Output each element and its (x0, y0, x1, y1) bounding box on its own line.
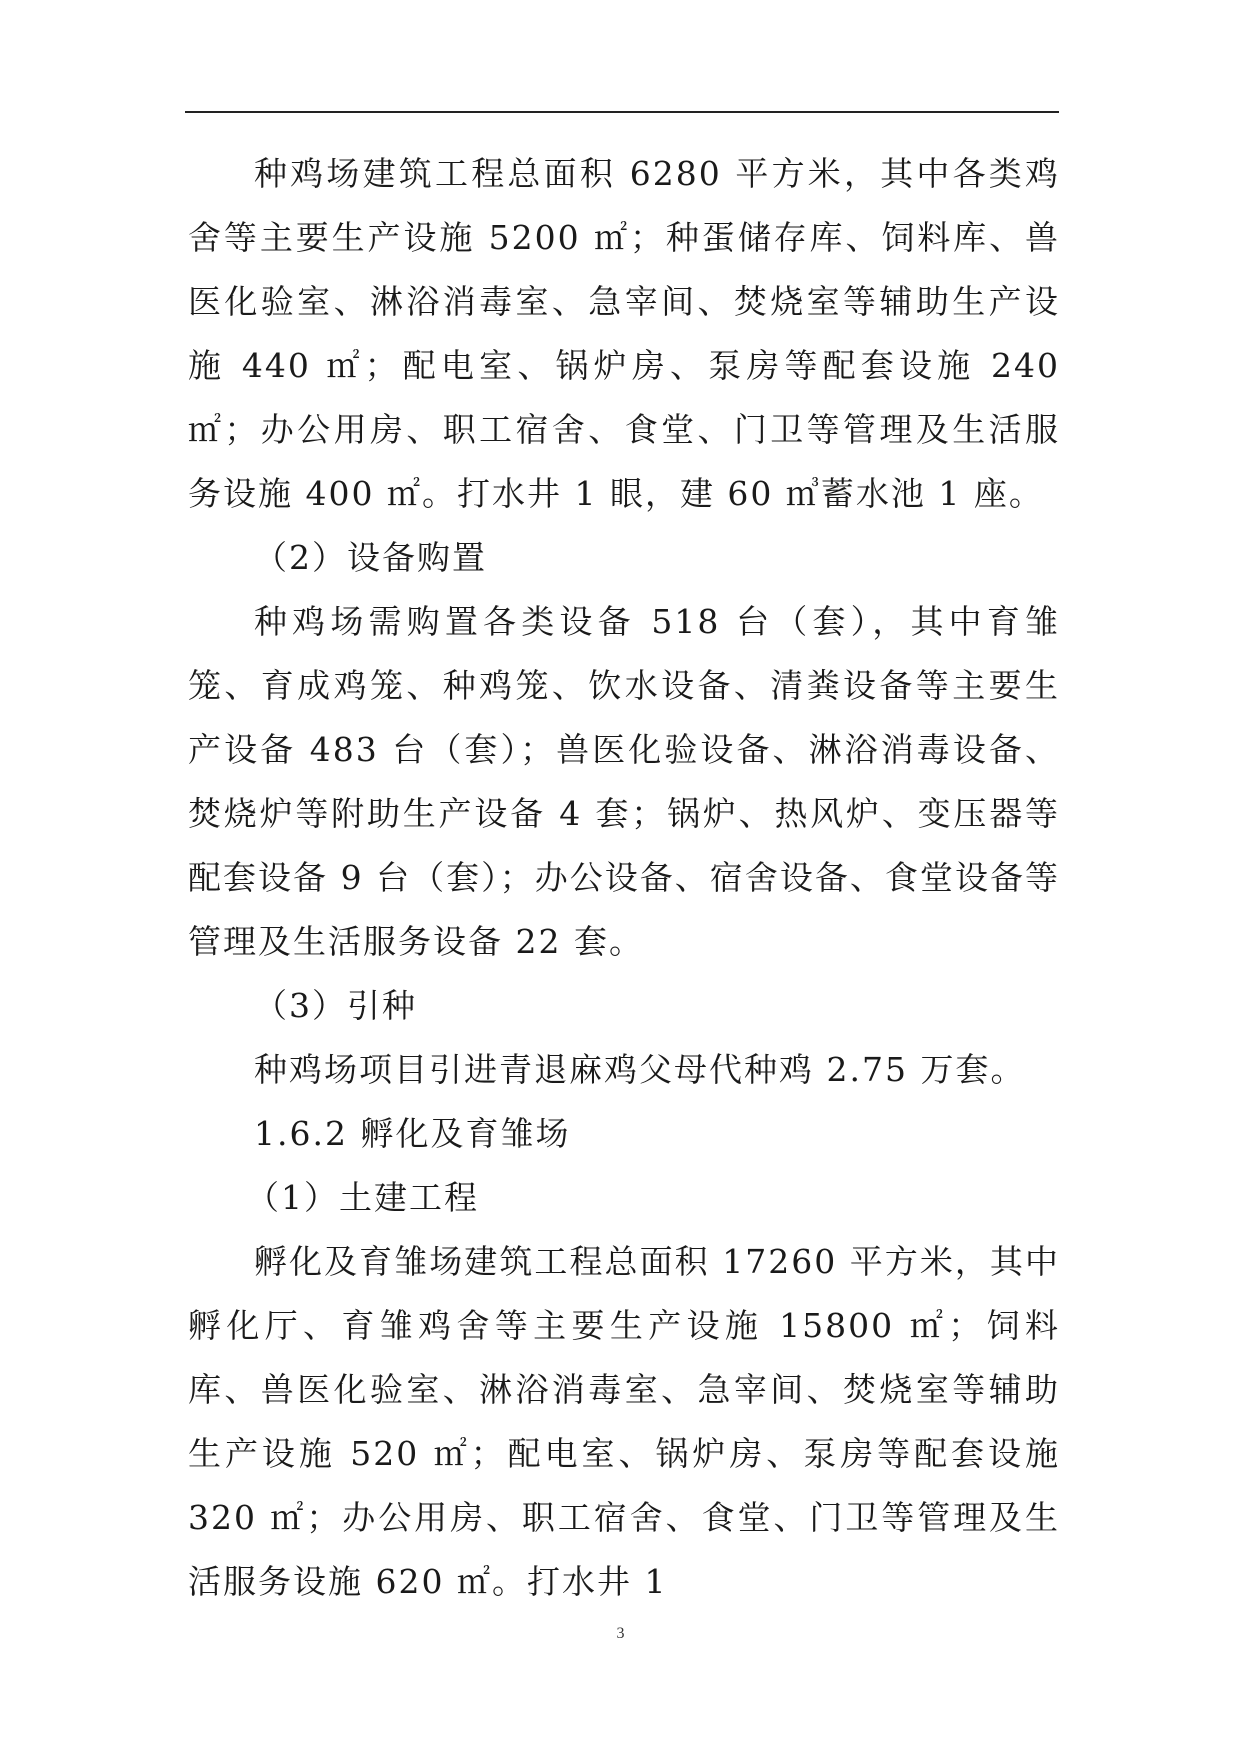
heading-equipment-purchase: （2）设备购置 (254, 538, 487, 577)
paragraph-breed-introduction: 种鸡场项目引进青退麻鸡父母代种鸡 2.75 万套。 (254, 1050, 1026, 1089)
paragraph-breeder-farm-construction: 种鸡场建筑工程总面积 6280 平方米，其中各类鸡舍等主要生产设施 5200 ㎡；种蛋储存库、饲料库、兽医化验室、淋浴消毒室、急宰间、焚烧室等辅助生产设施 440 ㎡；配电室、锅炉房、泵房等配套设施 240 ㎡；办公用房、职工宿舍、食堂、门卫等管理及生活服务设施 400 ㎡。打水井 1 眼，建 60 ㎥蓄水池 1 座。 (188, 154, 1060, 513)
heading-civil-works: （1）土建工程 (246, 1178, 479, 1217)
paragraph-breeder-farm-equipment: 种鸡场需购置各类设备 518 台（套），其中育雏笼、育成鸡笼、种鸡笼、饮水设备、清粪设备等主要生产设备 483 台（套）；兽医化验设备、淋浴消毒设备、焚烧炉等附助生产设备 4 套；锅炉、热风炉、变压器等配套设备 9 台（套）；办公设备、宿舍设备、食堂设备等管理及生活服务设备 22 套。 (188, 602, 1060, 961)
header-rule (185, 111, 1059, 113)
heading-hatchery-section: 1.6.2 孵化及育雏场 (254, 1114, 571, 1153)
page-number: 3 (616, 1625, 625, 1642)
heading-breed-introduction: （3）引种 (254, 986, 417, 1025)
document-body (188, 142, 1060, 1614)
paragraph-hatchery-construction: 孵化及育雏场建筑工程总面积 17260 平方米，其中孵化厅、育雏鸡舍等主要生产设施 15800 ㎡；饲料库、兽医化验室、淋浴消毒室、急宰间、焚烧室等辅助生产设施 520 ㎡；配电室、锅炉房、泵房等配套设施 320 ㎡；办公用房、职工宿舍、食堂、门卫等管理及生活服务设施 620 ㎡。打水井 1 (188, 1242, 1060, 1601)
